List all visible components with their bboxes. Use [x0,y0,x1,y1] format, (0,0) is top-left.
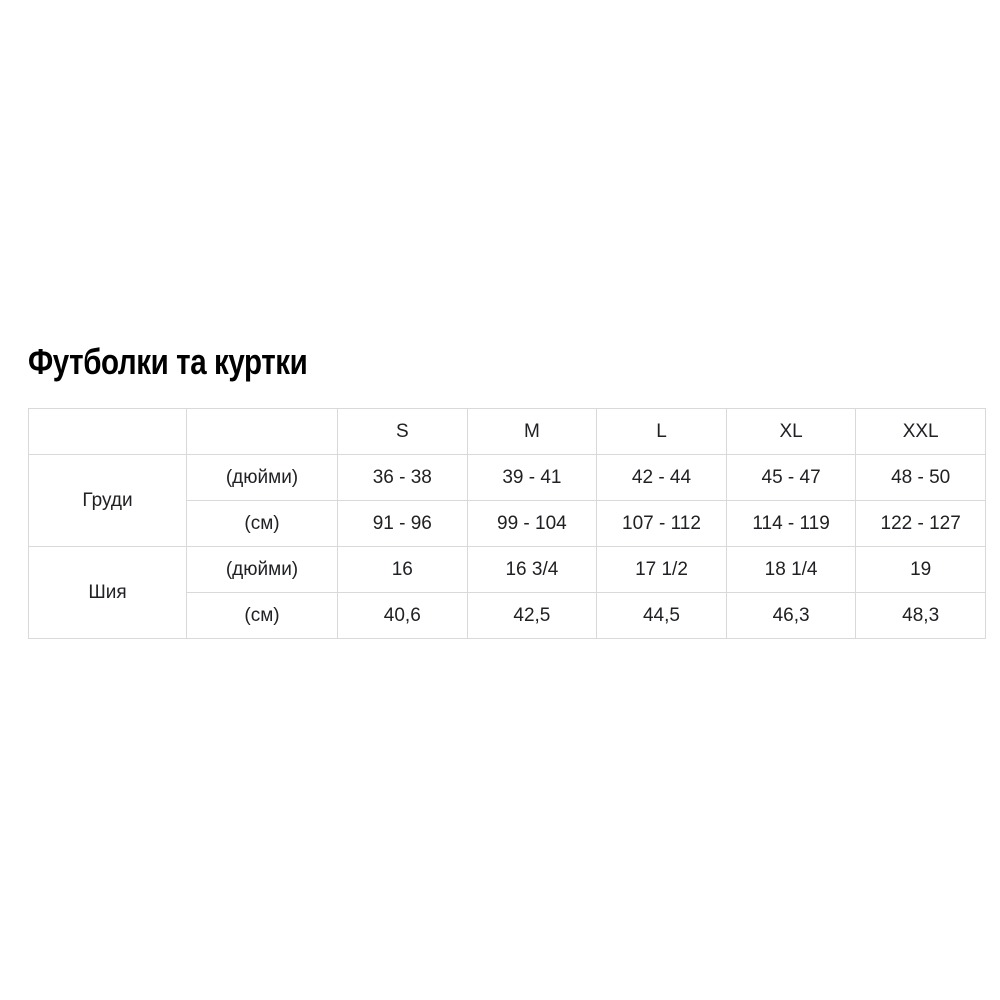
size-header-s: S [338,409,468,455]
unit-label: (дюйми) [187,455,338,501]
size-chart-table [28,408,986,639]
value-cell: 48 - 50 [856,455,986,501]
value-cell: 16 [338,547,468,593]
value-cell: 99 - 104 [467,501,597,547]
value-cell: 42,5 [467,593,597,639]
unit-label: (дюйми) [187,547,338,593]
value-cell: 39 - 41 [467,455,597,501]
chest-inches-row [29,455,986,501]
value-cell: 18 1/4 [726,547,856,593]
value-cell: 16 3/4 [467,547,597,593]
unit-column-header-empty [187,409,338,455]
value-cell: 45 - 47 [726,455,856,501]
corner-empty-cell [29,409,187,455]
size-header-l: L [597,409,727,455]
value-cell: 122 - 127 [856,501,986,547]
size-header-xl: XL [726,409,856,455]
page-title: Футболки та куртки [28,341,308,382]
size-header-xxl: XXL [856,409,986,455]
value-cell: 107 - 112 [597,501,727,547]
value-cell: 36 - 38 [338,455,468,501]
value-cell: 19 [856,547,986,593]
value-cell: 91 - 96 [338,501,468,547]
value-cell: 17 1/2 [597,547,727,593]
unit-label: (см) [187,501,338,547]
value-cell: 42 - 44 [597,455,727,501]
value-cell: 44,5 [597,593,727,639]
size-header-m: M [467,409,597,455]
size-header-row [29,409,986,455]
value-cell: 48,3 [856,593,986,639]
value-cell: 46,3 [726,593,856,639]
row-group-label-chest: Груди [29,455,187,547]
row-group-label-neck: Шия [29,547,187,639]
value-cell: 114 - 119 [726,501,856,547]
unit-label: (см) [187,593,338,639]
value-cell: 40,6 [338,593,468,639]
neck-inches-row [29,547,986,593]
